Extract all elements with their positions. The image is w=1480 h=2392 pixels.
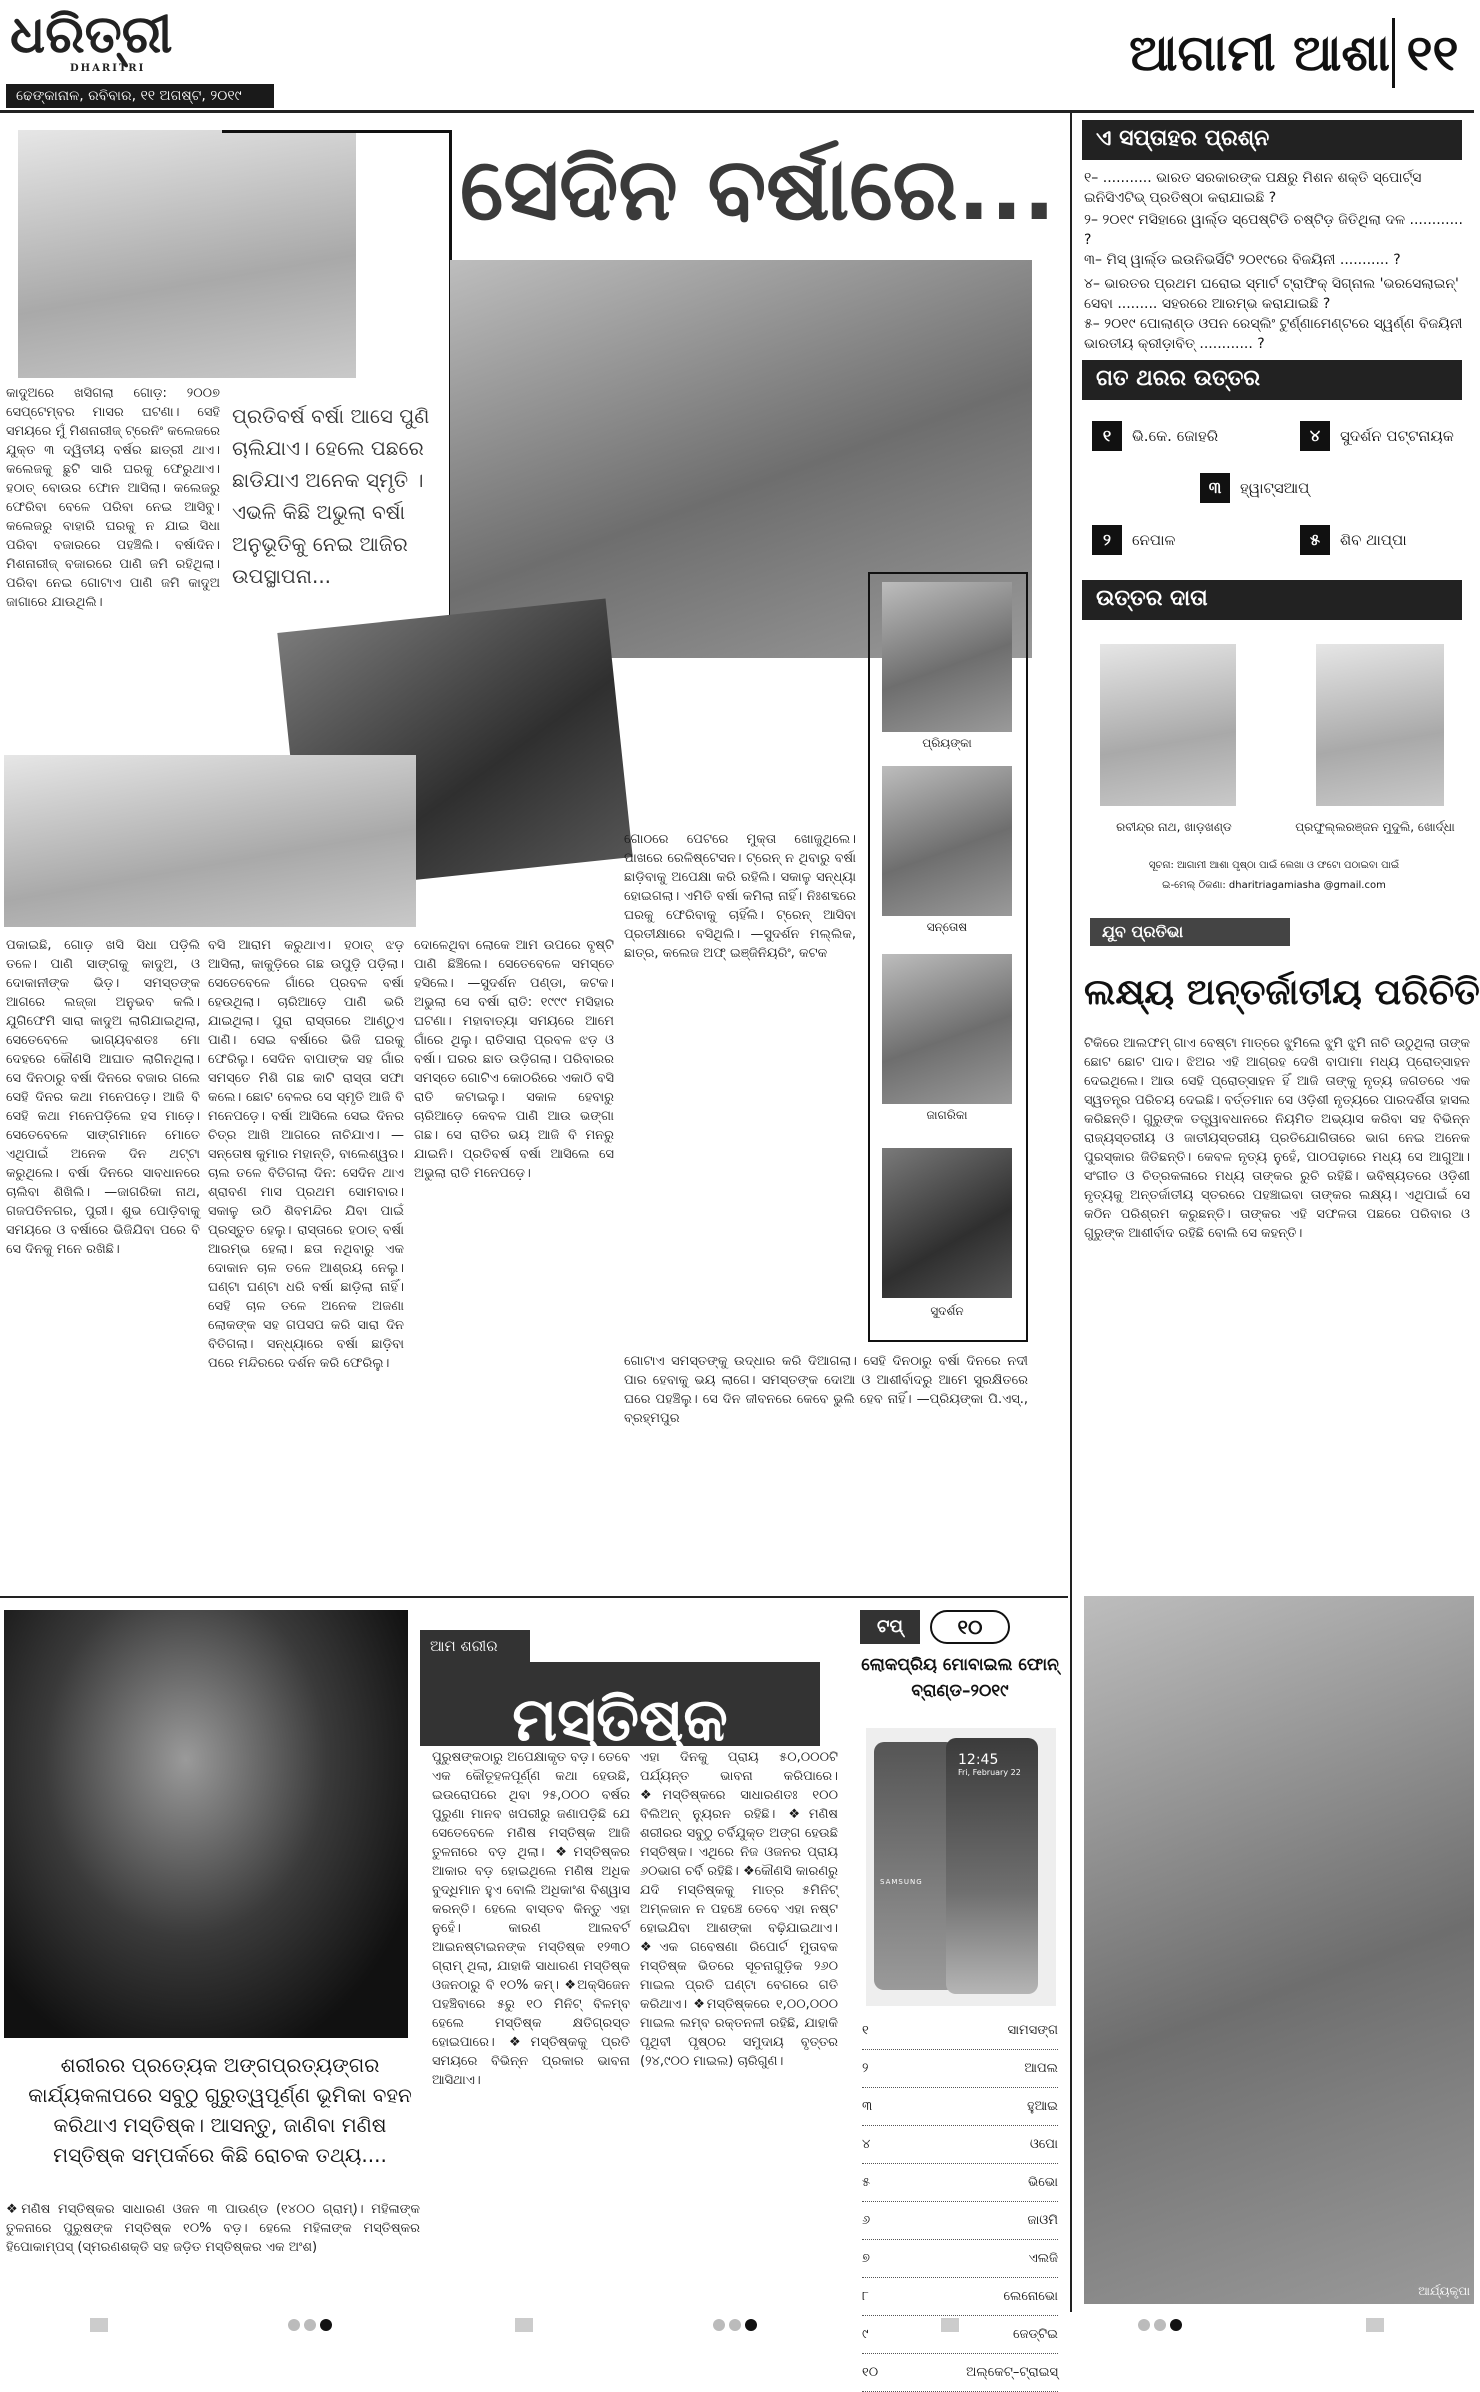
portrait-santosh <box>882 766 1012 916</box>
quiz-heading: ଏ ସପ୍ତାହର ପ୍ରଶ୍ନ <box>1082 120 1462 160</box>
winner-photo <box>1316 644 1444 806</box>
top10-list <box>862 2012 1058 2392</box>
submission-email: ଇ-ମେଲ୍ ଠିକଣା: dharitriagamiasha @gmail.com <box>1162 880 1386 891</box>
portrait-jagarika <box>882 954 1012 1104</box>
winner-photo <box>1100 644 1236 806</box>
winner-name: ରବୀନ୍ଦ୍ର ନାଥ, ଖାଡ଼ଖଣ୍ଡ <box>1116 820 1232 834</box>
phone-date: Fri, February 22 <box>958 1768 1021 1777</box>
print-registration-marks <box>0 2316 1474 2334</box>
man-car-photo <box>4 755 416 927</box>
portrait-caption: ସନ୍ତୋଷ <box>926 920 968 934</box>
odissi-dancer-photo <box>1084 1596 1474 2304</box>
talent-tag: ଯୁବ ପ୍ରତିଭା <box>1090 918 1290 946</box>
list-item: ୪ ଓପୋ <box>862 2126 1058 2164</box>
list-item: ୨ ଆପଲ <box>862 2050 1058 2088</box>
section-title: ଆଗାମୀ ଆଶା <box>1129 24 1390 82</box>
dateline: ଢେଙ୍କାନାଳ, ରବିବାର, ୧୧ ଅଗଷ୍ଟ, ୨୦୧୯ <box>6 84 274 108</box>
quiz-question: ୧– ........... ଭାରତ ସରକାରଙ୍କ ପକ୍ଷରୁ ମିଶନ ଶକ୍ତି ସ୍ପୋର୍ଟ୍ସ ଇନିସିଏଟିଭ୍ ପ୍ରତିଷ୍ଠା କରାଯାଇଛି ? <box>1084 170 1422 206</box>
brain-column-2: ପୁରୁଷଙ୍କଠାରୁ ଅପେକ୍ଷାକୃତ ବଡ଼। ତେବେ ଏକ କୌତୂହଳପୂର୍ଣ୍ଣ କଥା ହେଉଛି, ଇଉରୋପରେ ଥିବା ୨୫,୦୦୦ ବର୍ଷର ପୁରୁଣା ମାନବ ଖପରୀରୁ ଜଣାପଡ଼ିଛି ଯେ ସେତେବେଳେ ମଣିଷ ମସ୍ତିଷ୍କ ଆଜି ତୁଳନାରେ ବଡ଼ ଥିଲା। ❖ମସ୍ତିଷ୍କର ଆକାର ବଡ଼ ହୋଇଥିଲେ ମଣିଷ ଅଧିକ ବୁଦ୍ଧିମାନ ହୁଏ ବୋଲି ଅଧିକାଂଶ ବିଶ୍ୱାସ କରନ୍ତି। ହେଲେ ବାସ୍ତବ କିନ୍ତୁ ଏହା ନୁହେଁ। କାରଣ ଆଲବର୍ଟ ଆଇନଷ୍ଟାଇନଙ୍କ ମସ୍ତିଷ୍କ ୧୨୩୦ ଗ୍ରାମ୍ ଥିଲା, ଯାହାକି ସାଧାରଣ ମସ୍ତିଷ୍କ ଓଜନଠାରୁ ବି ୧୦% କମ୍। ❖ଅକ୍ସିଜେନ ପହଞ୍ଚିବାରେ ୫ରୁ ୧୦ ମିନିଟ୍ ବିଳମ୍ବ ହେଲେ ମସ୍ତିଷ୍କ କ୍ଷତିଗ୍ରସ୍ତ ହୋଇପାରେ। ❖ମସ୍ତିଷ୍କକୁ ପ୍ରତି ସମୟରେ ବିଭିନ୍ନ ପ୍ରକାର ଭାବନା ଆସିଥାଏ। <box>432 1750 630 2088</box>
lead-column-1: ପକାଇଛି, ଗୋଡ଼ ଖସି ସିଧା ପଡ଼ିଲି ତଳେ। ପାଣି ସାଙ୍ଗକୁ କାଦୁଅ, ଓ ଦୋକାନୀଙ୍କ ଭିଡ଼। ସମସ୍ତଙ୍କ ଆଗରେ ଲଜ୍ଜା ଅନୁଭବ କଲି। ଯୁଗିଫେମି ସାରା କାଦୁଅ ଲାଗିଯାଇଥିଲା, ସେତେବେଳେ ଭାଗ୍ୟବଶତଃ ମୋ ଦେହରେ କୌଣସି ଆଘାତ ଲାଗିନଥିଲା। ସେ ଦିନଠାରୁ ବର୍ଷା ଦିନରେ ବଜାର ଗଲେ ସେହି ଦିନର କଥା ମନେପଡ଼େ। ଆଜି ବି ସେହି କଥା ମନେପଡ଼ିଲେ ହସ ମାଡ଼େ। ସେତେବେଳେ ସାଙ୍ଗମାନେ ମୋତେ ଏଥିପାଇଁ ଅନେକ ଦିନ ଥଟ୍ଟା କରୁଥିଲେ। ବର୍ଷା ଦିନରେ ସାବଧାନରେ ଚାଲିବା ଶିଖିଲି। —ଜାଗରିକା ନାଥ, ଗଜପତିନଗର, ପୁରୀ। ଶୁଭ ପୋଡ଼ିବାକୁ ସମୟରେ ଓ ବର୍ଷାରେ ଭିଜିଯିବା ପରେ ବି ସେ ଦିନକୁ ମନେ ରଖିଛି। <box>6 938 200 1257</box>
brain-deck: ଶରୀରର ପ୍ରତ୍ୟେକ ଅଙ୍ଗପ୍ରତ୍ୟଙ୍ଗର କାର୍ଯ୍ୟକଳାପରେ ସବୁଠୁ ଗୁରୁତ୍ୱପୂର୍ଣ୍ଣ ଭୂମିକା ବହନ କରିଥାଏ ମସ୍ତିଷ୍କ। ଆସନ୍ତୁ, ଜାଣିବା ମଣିଷ ମସ୍ତିଷ୍କ ସମ୍ପର୍କରେ କିଛି ରୋଚକ ତଥ୍ୟ.... <box>28 2053 412 2167</box>
list-item: ୧୦ ଅଲ୍‌କେଟ୍–ଟ୍ରାଇସ୍ <box>862 2354 1058 2392</box>
list-item: ୫ ଭିଭୋ <box>862 2164 1058 2202</box>
portrait-caption: ଜାଗରିକା <box>926 1108 968 1122</box>
answer-item: ୩ ହ୍ୱାଟ୍ସଆପ୍ <box>1200 470 1400 506</box>
lead-pullquote: ପ୍ରତିବର୍ଷ ବର୍ଷା ଆସେ ପୁଣି ଚାଲିଯାଏ। ହେଲେ ପଛରେ ଛାଡିଯାଏ ଅନେକ ସ୍ମୃତି । ଏଭଳି କିଛି ଅଭୁଲା ବର୍ଷା ଅନୁଭୂତିକୁ ନେଇ ଆଜିର ଉପସ୍ଥାପନା... <box>232 404 430 588</box>
answer-item: ୪ ସୁଦର୍ଶନ ପଟ୍ଟନାୟକ <box>1300 418 1470 454</box>
phone-image <box>866 1728 1056 2006</box>
brain-kicker: ଆମ ଶରୀର <box>420 1630 530 1662</box>
lead-column-4: ଗୋଠରେ ପେଟରେ ମୁକ୍ତା ଖୋଜୁଥିଲେ। ପାଖରେ ରେଳିଷ୍ଟେସନ। ଟ୍ରେନ୍ ନ ଥିବାରୁ ବର୍ଷା ଛାଡ଼ିବାକୁ ଅପେକ୍ଷା କରି ରହିଲି। ସକାଳୁ ସନ୍ଧ୍ୟା ହୋଇଗଲା। ଏମିତି ବର୍ଷା କମିଲା ନାହିଁ। ନିଃଶବ୍ଦରେ ଘରକୁ ଫେରିବାକୁ ଚାହିଁଲି। ଟ୍ରେନ୍ ଆସିବା ପ୍ରତୀକ୍ଷାରେ ବସିଥିଲି। —ସୁଦର୍ଶନ ମଲ୍ଲିକ, ଛାତ୍ର, କଲେଜ ଅଫ୍ ଇଞ୍ଜିନିୟରିଂ, କଟକ <box>624 832 856 961</box>
brain-column-1: ❖ମଣିଷ ମସ୍ତିଷ୍କର ସାଧାରଣ ଓଜନ ୩ ପାଉଣ୍ଡ (୧୪୦୦ ଗ୍ରାମ୍)। ମହିଳାଙ୍କ ତୁଳନାରେ ପୁରୁଷଙ୍କ ମସ୍ତିଷ୍କ ୧୦% ବଡ଼। ହେଲେ ମହିଳାଙ୍କ ମସ୍ତିଷ୍କର ହିପୋକାମ୍ପସ୍ (ସ୍ମରଣଶକ୍ତି ସହ ଜଡ଼ିତ ମସ୍ତିଷ୍କର ଏକ ଅଂଶ) <box>6 2202 420 2255</box>
submission-note: ସୂଚନା: ଆଗାମୀ ଆଶା ପୃଷ୍ଠା ପାଇଁ ଲେଖା ଓ ଫଟୋ ପଠାଇବା ପାଇଁ <box>1148 860 1400 871</box>
list-item: ୩ ହୁଆଇ <box>862 2088 1058 2126</box>
top10-label: ଟପ୍ <box>860 1610 920 1644</box>
quiz-question: ୨– ୨୦୧୯ ମସିହାରେ ୱାର୍ଲ୍ଡ ସ୍ପେଷ୍ଟିଡି ଚଷ୍ଟିଡ଼ ଜିତିଥିଲା ଦଳ ............ ? <box>1084 212 1463 248</box>
brain-column-3: ଏହା ଦିନକୁ ପ୍ରାୟ ୫୦,୦୦୦ଟି ପର୍ଯ୍ୟନ୍ତ ଭାବନା କରିପାରେ। ❖ମସ୍ତିଷ୍କରେ ସାଧାରଣତଃ ୧୦୦ ବିଲିଅନ୍ ନ୍ୟୁରନ ରହିଛି। ❖ମଣିଷ ଶରୀରର ସବୁଠୁ ଚର୍ବିଯୁକ୍ତ ଅଙ୍ଗ ହେଉଛି ମସ୍ତିଷ୍କ। ଏଥିରେ ନିଜ ଓଜନର ପ୍ରାୟ ୬୦ଭାଗ ଚର୍ବି ରହିଛି। ❖କୌଣସି କାରଣରୁ ଯଦି ମସ୍ତିଷ୍କକୁ ମାତ୍ର ୫ମିନିଟ୍ ଅମ୍ଳଜାନ ନ ପହଞ୍ଚେ ତେବେ ଏହା ନଷ୍ଟ ହୋଇଯିବା ଆଶଙ୍କା ବଢ଼ିଯାଇଥାଏ। ❖ଏକ ଗବେଷଣା ରିପୋର୍ଟ ମୁତାବକ ମସ୍ତିଷ୍କ ଭିତରେ ସୂଚନାଗୁଡ଼ିକ ୨୬୦ ମାଇଲ ପ୍ରତି ଘଣ୍ଟା ବେଗରେ ଗତି କରିଥାଏ। ❖ମସ୍ତିଷ୍କରେ ୧,୦୦,୦୦୦ ମାଇଲ ଲମ୍ବ ରକ୍ତନଳୀ ରହିଛି, ଯାହାକି ପୃଥିବୀ ପୃଷ୍ଠର ସମୁଦାୟ ବୃତ୍ତର (୨୪,୯୦୦ ମାଇଲ) ଚାରିଗୁଣ। <box>640 1750 838 2069</box>
talent-headline: ଲକ୍ଷ୍ୟ ଅନ୍ତର୍ଜାତୀୟ ପରିଚିତି <box>1084 972 1480 1013</box>
column-divider <box>1070 112 1072 2312</box>
winner-name: ପ୍ରଫୁଲ୍ଲରଞ୍ଜନ ମୁଦୁଲି, ଖୋର୍ଦ୍ଧା <box>1295 820 1455 834</box>
list-item: ୬ ଜାଓମି <box>862 2202 1058 2240</box>
newspaper-logo: ଧରିତ୍ରୀ DHARITRI <box>10 4 173 74</box>
quiz-question: ୫– ୨୦୧୯ ପୋଲାଣ୍ଡ ଓପନ ରେସ୍‌ଲିଂ ଟୁର୍ଣ୍ଣାମେଣ୍ଟରେ ସ୍ୱର୍ଣ୍ଣ ବିଜୟିନୀ ଭାରତୀୟ କ୍ରୀଡ଼ାବିତ୍ ............ ? <box>1084 316 1463 352</box>
talent-body: ଟିକିରେ ଆଲଫମ୍ ଗାଏ ବେଷ୍ଟା ମାତ୍ରେ ଝୁମିଲେ ଝୁମି ଝୁମି ନାଚି ଉଠୁଥିଲା ତାଙ୍କ ଛୋଟ ଛୋଟ ପାଦ। ଝିଅର ଏହି ଆଗ୍ରହ ଦେଖି ବାପାମା ମଧ୍ୟ ପ୍ରୋତ୍ସାହନ ଦେଇଥିଲେ। ଆଉ ସେହି ପ୍ରୋତ୍ସାହନ ହିଁ ଆଜି ତାଙ୍କୁ ନୃତ୍ୟ ଜଗତରେ ଏକ ସ୍ୱତନ୍ତ୍ର ପରିଚୟ ଦେଇଛି। ବର୍ତ୍ତମାନ ସେ ଓଡ଼ିଶୀ ନୃତ୍ୟରେ ପାରଦର୍ଶିତା ହାସଲ କରିଛନ୍ତି। ଗୁରୁଙ୍କ ତତ୍ତ୍ୱାବଧାନରେ ନିୟମିତ ଅଭ୍ୟାସ କରିବା ସହ ବିଭିନ୍ନ ରାଜ୍ୟସ୍ତରୀୟ ଓ ଜାତୀୟସ୍ତରୀୟ ପ୍ରତିଯୋଗିତାରେ ଭାଗ ନେଇ ଅନେକ ପୁରସ୍କାର ଜିତିଛନ୍ତି। କେବଳ ନୃତ୍ୟ ନୁହେଁ, ପାଠପଢ଼ାରେ ମଧ୍ୟ ସେ ଆଗୁଆ। ସଂଗୀତ ଓ ଚିତ୍ରକଳାରେ ମଧ୍ୟ ତାଙ୍କର ରୁଚି ରହିଛି। ଭବିଷ୍ୟତରେ ଓଡ଼ିଶୀ ନୃତ୍ୟକୁ ଅନ୍ତର୍ଜାତୀୟ ସ୍ତରରେ ପହଞ୍ଚାଇବା ତାଙ୍କର ଲକ୍ଷ୍ୟ। ଏଥିପାଇଁ ସେ କଠିନ ପରିଶ୍ରମ କରୁଛନ୍ତି। ତାଙ୍କର ଏହି ସଫଳତା ପଛରେ ପରିବାର ଓ ଗୁରୁଙ୍କ ଆଶୀର୍ବାଦ ରହିଛି ବୋଲି ସେ କହନ୍ତି। <box>1084 1036 1470 1241</box>
header-rule <box>0 110 1474 113</box>
list-item: ୯ ଜେଡ୍‌ଟିଇ <box>862 2316 1058 2354</box>
brain-illustration <box>4 1610 408 2038</box>
lead-column-4-end: ଗୋଟାଏ ସମସ୍ତଙ୍କୁ ଉଦ୍ଧାର କରି ଦିଆଗଲା। ସେହି ଦିନଠାରୁ ବର୍ଷା ଦିନରେ ନଦୀ ପାର ହେବାକୁ ଭୟ ଲାଗେ। ସମସ୍ତଙ୍କ ଦୋଆ ଓ ଆଶୀର୍ବାଦରୁ ଆମେ ସୁରକ୍ଷିତରେ ଘରେ ପହଞ୍ଚିଲୁ। ସେ ଦିନ ଜୀବନରେ କେବେ ଭୁଲି ହେବ ନାହିଁ। —ପ୍ରିୟଙ୍କା ପି.ଏସ୍., ବ୍ରହ୍ମପୁର <box>624 1354 1028 1426</box>
list-item: ୭ ଏଲଜି <box>862 2240 1058 2278</box>
brain-title: ମସ୍ତିଷ୍କ <box>420 1662 820 1746</box>
answer-item: ୫ ଶିବ ଥାପ୍ପା <box>1300 522 1470 558</box>
talent-photo-caption: ଆର୍ଯ୍ୟକୃପା <box>1418 2284 1470 2298</box>
lead-column-3: ଦୋଳେଥିବା ଲୋକେ ଆମ ଉପରେ ବୃଷ୍ଟି ପାଣି ଛିଞ୍ଚିଲେ। ସେତେବେଳେ ସମସ୍ତେ ହସିଲେ। —ସୁଦର୍ଶନ ପଣ୍ଡା, କଟକ। ଅଭୁଲା ସେ ବର୍ଷା ରାତି: ୧୯୯୯ ମସିହାର ଘଟଣା। ମହାବାତ୍ୟା ସମୟରେ ଆମେ ଗାଁରେ ଥିଲୁ। ରାତିସାରା ପ୍ରବଳ ଝଡ଼ ଓ ବର୍ଷା। ଘରର ଛାତ ଉଡ଼ିଗଲା। ପରିବାରର ସମସ୍ତେ ଗୋଟିଏ କୋଠରିରେ ଏକାଠି ବସି ରାତି କଟାଇଲୁ। ସକାଳ ହେବାରୁ ଚାରିଆଡ଼େ କେବଳ ପାଣି ଆଉ ଭଙ୍ଗା ଗଛ। ସେ ରାତିର ଭୟ ଆଜି ବି ମନରୁ ଯାଇନି। ପ୍ରତିବର୍ଷ ବର୍ଷା ଆସିଲେ ସେ ଅଭୁଲା ରାତି ମନେପଡ଼େ। <box>414 938 614 1181</box>
portrait-priyanka <box>882 582 1012 732</box>
lead-headline: ସେଦିନ ବର୍ଷାରେ... <box>460 140 1056 240</box>
lead-column-2: ବସି ଆରାମ କରୁଥାଏ। ହଠାତ୍ ଝଡ଼ ଆସିଲା, କାକୁଡ଼ିରେ ଗଛ ଉପୁଡ଼ି ପଡ଼ିଲା। ସେତେବେଳେ ଗାଁରେ ପ୍ରବଳ ବର୍ଷା ହେଉଥିଲା। ଚାରିଆଡ଼େ ପାଣି ଭରି ଯାଇଥିଲା। ପୁରା ରାସ୍ତାରେ ଆଣ୍ଠୁଏ ପାଣି। ସେଇ ବର୍ଷାରେ ଭିଜି ଘରକୁ ଫେରିଲୁ। ସେଦିନ ବାପାଙ୍କ ସହ ଗାଁର ସମସ୍ତେ ମିଶି ଗଛ କାଟି ରାସ୍ତା ସଫା କଲେ। ଛୋଟ ବେଳର ସେ ସ୍ମୃତି ଆଜି ବି ମନେପଡ଼େ। ବର୍ଷା ଆସିଲେ ସେଇ ଦିନର ଚିତ୍ର ଆଖି ଆଗରେ ନାଚିଯାଏ। —ସନ୍ତୋଷ କୁମାର ମହାନ୍ତି, ବାଲେଶ୍ୱର। ଚାଲ ତଳେ ବିତିଗଲା ଦିନ: ସେଦିନ ଥାଏ ଶ୍ରାବଣ ମାସ ପ୍ରଥମ ସୋମବାର। ସକାଳୁ ଉଠି ଶିବମନ୍ଦିର ଯିବା ପାଇଁ ପ୍ରସ୍ତୁତ ହେଲୁ। ରାସ୍ତାରେ ହଠାତ୍ ବର୍ଷା ଆରମ୍ଭ ହେଲା। ଛତା ନଥିବାରୁ ଏକ ଦୋକାନ ଚାଳ ତଳେ ଆଶ୍ରୟ ନେଲୁ। ଘଣ୍ଟା ଘଣ୍ଟା ଧରି ବର୍ଷା ଛାଡ଼ିଲା ନାହିଁ। ସେହି ଚାଳ ତଳେ ଅନେକ ଅଜଣା ଲୋକଙ୍କ ସହ ଗପସପ କରି ସାରା ଦିନ ବିତିଗଲା। ସନ୍ଧ୍ୟାରେ ବର୍ଷା ଛାଡ଼ିବା ପରେ ମନ୍ଦିରରେ ଦର୍ଶନ କରି ଫେରିଲୁ। <box>208 938 404 1371</box>
portrait-caption: ସୁଦର୍ଶନ <box>930 1304 964 1318</box>
winners-heading: ଉତ୍ତର ଦାତା <box>1082 580 1462 620</box>
quiz-question: ୪– ଭାରତର ପ୍ରଥମ ଘରୋଇ ସ୍ମାର୍ଟ ଟ୍ରାଫିକ୍ ସିଗ୍ନାଲ 'ଭରସେଲାଇନ୍' ସେବା ......... ସହରରେ ଆରମ୍ଭ କରାଯାଇଛି ? <box>1084 276 1459 312</box>
portrait-caption: ପ୍ରିୟଙ୍କା <box>922 736 972 750</box>
top10-count: ୧୦ <box>930 1610 1010 1644</box>
answers-heading: ଗତ ଥରର ଉତ୍ତର <box>1082 360 1462 400</box>
page-number: ୧୧ <box>1392 18 1470 88</box>
phone-brand: SAMSUNG <box>880 1878 923 1886</box>
lead-column-intro: କାଦୁଅରେ ଖସିଗଲା ଗୋଡ଼: ୨୦୦୭ ସେପ୍ଟେମ୍ବର ମାସର ଘଟଣା। ସେହି ସମୟରେ ମୁଁ ମିଶନାରୀଜ୍ ଟ୍ରେନିଂ କଲେଜରେ ଯୁକ୍ତ ୩ ଦ୍ୱିତୀୟ ବର୍ଷର ଛାତ୍ରୀ ଥାଏ। କଲେଜକୁ ଛୁଟି ସାରି ଘରକୁ ଫେରୁଥାଏ। ହଠାତ୍ ବୋଉର ଫୋନ ଆସିଲା। କଲେଜରୁ ଫେରିବା ବେଳେ ପରିବା ନେଇ ଆସିବୁ। କଲେଜରୁ ବାହାରି ଘରକୁ ନ ଯାଇ ସିଧା ପରିବା ବଜାରରେ ପହଞ୍ଚିଲି। ବର୍ଷାଦିନ। ମିଶନାରୀଜ୍ ବଜାରରେ ପାଣି ଜମି ରହିଥିଲା। ପରିବା ନେଇ ଗୋଟାଏ ପାଣି ଜମି କାଦୁଅ ଜାଗାରେ ଯାଉଥିଲି। <box>6 386 220 610</box>
list-item: ୮ ଲେନୋଭୋ <box>862 2278 1058 2316</box>
section-divider <box>0 1596 1068 1598</box>
answer-item: ୨ ନେପାଳ <box>1092 522 1292 558</box>
answer-item: ୧ ଭି.କେ. ଜୋହରି <box>1092 418 1292 454</box>
portrait-sudarshan <box>882 1148 1012 1298</box>
quiz-question: ୩– ମିସ୍ ୱାର୍ଲ୍ଡ ଇଉନିଭର୍ସିଟି ୨୦୧୯ରେ ବିଜୟିନୀ ........... ? <box>1084 252 1401 268</box>
phone-clock: 12:45 <box>958 1752 999 1768</box>
list-item: ୧ ସାମସଙ୍ଗ <box>862 2012 1058 2050</box>
top10-title: ଲୋକପ୍ରିୟ ମୋବାଇଲ ଫୋନ୍ ବ୍ରାଣ୍ଡ–୨୦୧୯ <box>861 1655 1059 1701</box>
